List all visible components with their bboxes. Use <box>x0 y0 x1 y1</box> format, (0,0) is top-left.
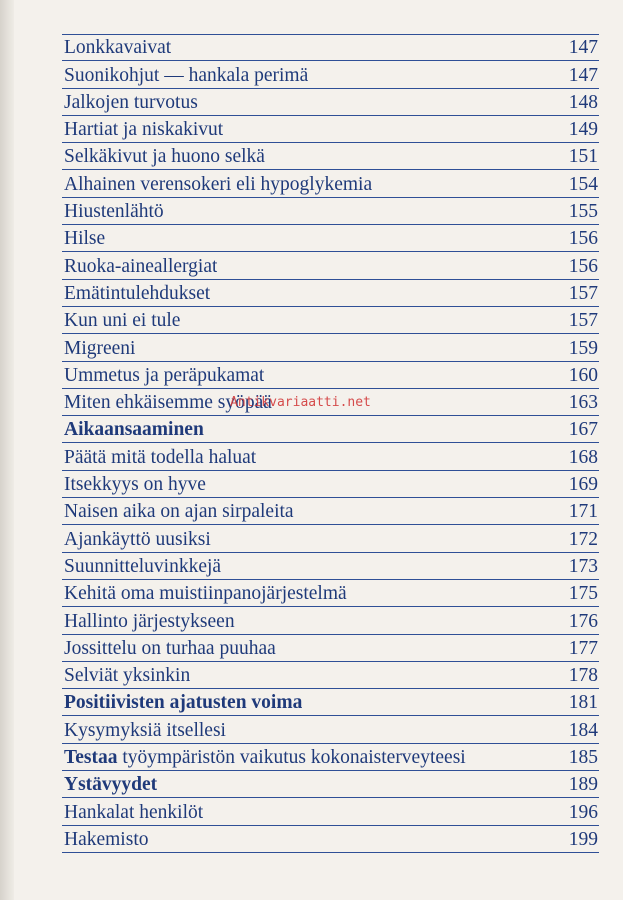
toc-entry-page-number: 184 <box>568 719 598 741</box>
toc-entry-title: Hiustenlähtö <box>64 201 164 223</box>
toc-entry-title: Kun uni ei tule <box>64 310 181 332</box>
toc-entry-title: Hakemisto <box>64 828 149 850</box>
toc-row <box>62 143 599 170</box>
toc-entry-title: Hankalat henkilöt <box>64 801 204 823</box>
toc-entry-page-number: 147 <box>568 64 598 86</box>
toc-entry-page-number: 173 <box>568 555 598 577</box>
toc-entry-title: Selviät yksinkin <box>64 665 191 687</box>
toc-entry-title: Suonikohjut — hankala perimä <box>64 64 309 86</box>
toc-row <box>62 716 599 743</box>
toc-entry-page-number: 171 <box>568 501 598 523</box>
toc-row <box>62 416 599 443</box>
toc-entry-title: Kysymyksiä itsellesi <box>64 719 226 741</box>
toc-row <box>62 471 599 498</box>
toc-row <box>62 280 599 307</box>
toc-entry-title: Itsekkyys on hyve <box>64 474 206 496</box>
toc-entry-page-number: 196 <box>568 801 598 823</box>
toc-entry-title: Ummetus ja peräpukamat <box>64 364 265 386</box>
toc-entry-page-number: 157 <box>568 282 598 304</box>
toc-entry-page-number: 160 <box>568 364 598 386</box>
toc-entry-page-number: 156 <box>568 255 598 277</box>
toc-entry-title-rest: työympäristön vaikutus kokonaisterveyteesi <box>117 747 466 769</box>
toc-entry-page-number: 169 <box>568 474 598 496</box>
toc-entry-page-number: 157 <box>568 310 598 332</box>
toc-row <box>62 307 599 334</box>
toc-entry-page-number: 159 <box>568 337 598 359</box>
toc-entry-title: Suunnitteluvinkkejä <box>64 555 222 577</box>
toc-row <box>62 744 599 771</box>
toc-row <box>62 826 599 853</box>
toc-entry-page-number: 154 <box>568 173 598 195</box>
toc-entry-title: Päätä mitä todella haluat <box>64 446 257 468</box>
toc-entry-title: Miten ehkäisemme syöpää <box>64 392 272 414</box>
toc-entry-page-number: 178 <box>568 665 598 687</box>
toc-entry-page-number: 147 <box>568 37 598 59</box>
toc-entry-title: Alhainen verensokeri eli hypoglykemia <box>64 173 373 195</box>
toc-entry-title: Kehitä oma muistiinpanojärjestelmä <box>64 583 347 605</box>
toc-row <box>62 334 599 361</box>
toc-entry-title-bold-part: Testaa <box>64 747 118 769</box>
toc-entry-title <box>62 747 466 769</box>
toc-entry-page-number: 168 <box>568 446 598 468</box>
toc-entry-title: Hartiat ja niskakivut <box>64 119 224 141</box>
toc-row <box>62 89 599 116</box>
toc-entry-title: Lonkkavaivat <box>64 37 172 59</box>
toc-row <box>62 61 599 88</box>
book-spine-shadow <box>0 0 14 900</box>
toc-entry-page-number: 156 <box>568 228 598 250</box>
toc-row <box>62 798 599 825</box>
toc-entry-title: Migreeni <box>64 337 136 359</box>
toc-entry-page-number: 163 <box>568 392 598 414</box>
toc-entry-page-number: 151 <box>568 146 598 168</box>
toc-row <box>62 198 599 225</box>
toc-entry-title: Positiivisten ajatusten voima <box>64 692 303 714</box>
toc-row <box>62 170 599 197</box>
toc-entry-page-number: 148 <box>568 91 598 113</box>
toc-row <box>62 607 599 634</box>
toc-entry-title: Hallinto järjestykseen <box>64 610 235 632</box>
toc-entry-title: Ystävyydet <box>64 774 158 796</box>
toc-row <box>62 580 599 607</box>
toc-entry-title: Jossittelu on turhaa puuhaa <box>64 637 276 659</box>
toc-row <box>62 525 599 552</box>
toc-entry-title: Emätintulehdukset <box>64 282 211 304</box>
toc-entry-page-number: 177 <box>568 637 598 659</box>
toc-entry-page-number: 167 <box>568 419 598 441</box>
toc-row <box>62 252 599 279</box>
toc-entry-page-number: 185 <box>568 747 598 769</box>
table-of-contents <box>62 34 599 853</box>
toc-entry-page-number: 175 <box>568 583 598 605</box>
toc-entry-title: Jalkojen turvotus <box>64 91 198 113</box>
toc-row <box>62 771 599 798</box>
toc-entry-page-number: 172 <box>568 528 598 550</box>
toc-row <box>62 362 599 389</box>
toc-row <box>62 443 599 470</box>
watermark: Antikvariaatti.net <box>230 395 371 410</box>
toc-entry-title: Selkäkivut ja huono selkä <box>64 146 265 168</box>
toc-row <box>62 34 599 61</box>
toc-entry-page-number: 155 <box>568 201 598 223</box>
toc-row <box>62 498 599 525</box>
toc-entry-title: Aikaansaaminen <box>64 419 204 441</box>
toc-entry-page-number: 176 <box>568 610 598 632</box>
toc-entry-title: Ajankäyttö uusiksi <box>64 528 211 550</box>
toc-row <box>62 116 599 143</box>
toc-entry-page-number: 189 <box>568 774 598 796</box>
toc-entry-title: Ruoka-aineallergiat <box>64 255 218 277</box>
toc-row <box>62 225 599 252</box>
toc-row <box>62 553 599 580</box>
toc-entry-title: Naisen aika on ajan sirpaleita <box>64 501 294 523</box>
toc-row <box>62 689 599 716</box>
toc-row <box>62 662 599 689</box>
toc-entry-page-number: 181 <box>568 692 598 714</box>
toc-entry-title: Hilse <box>64 228 106 250</box>
toc-entry-page-number: 149 <box>568 119 598 141</box>
toc-entry-page-number: 199 <box>568 828 598 850</box>
toc-row <box>62 635 599 662</box>
